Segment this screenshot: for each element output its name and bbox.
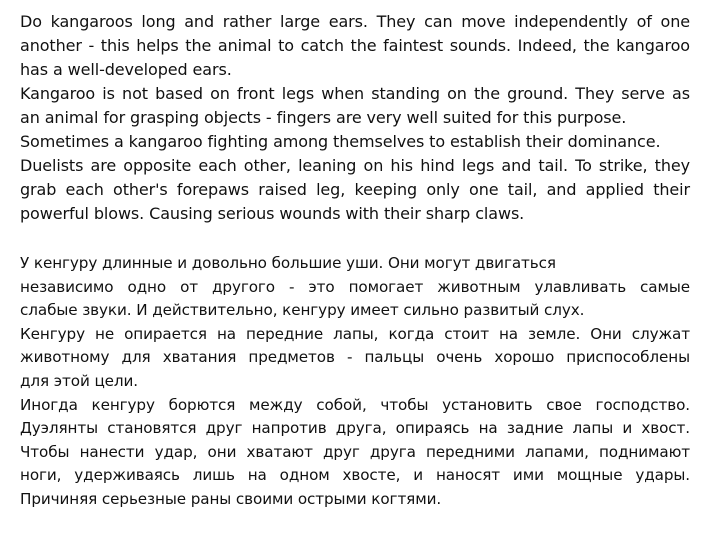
russian-line: ноги, удерживаясь лишь на одном хвосте, и наносят ими мощные удары. bbox=[20, 466, 690, 485]
russian-line: Причиняя серьезные раны своими острыми когтями. bbox=[20, 489, 442, 508]
russian-line: Кенгуру не опирается на передние лапы, когда стоит на земле. Они служат bbox=[20, 324, 690, 343]
english-line: Sometimes a kangaroo fighting among themselves to establish their dominance. bbox=[20, 132, 661, 151]
english-paragraph-block bbox=[20, 10, 690, 226]
russian-line: слабые звуки. И действительно, кенгуру имеет сильно развитый слух. bbox=[20, 301, 585, 320]
english-line: an animal for grasping objects - fingers are very well suited for this purpose. bbox=[20, 108, 627, 127]
russian-paragraph-block bbox=[20, 252, 690, 512]
english-line: grab each other's forepaws raised leg, keeping only one tail, and applied their bbox=[20, 180, 690, 199]
english-line: Kangaroo is not based on front legs when standing on the ground. They serve as bbox=[20, 84, 690, 103]
russian-line: независимо одно от другого - это помогает животным улавливать самые bbox=[20, 277, 690, 296]
russian-line: Иногда кенгуру борются между собой, чтобы установить свое господство. bbox=[20, 395, 690, 414]
english-line: Duelists are opposite each other, leaning on his hind legs and tail. To strike, they bbox=[20, 156, 690, 175]
english-line: another - this helps the animal to catch the faintest sounds. Indeed, the kangaroo bbox=[20, 36, 690, 55]
russian-line: Дуэлянты становятся друг напротив друга, опираясь на задние лапы и хвост. bbox=[20, 419, 690, 438]
english-line: has a well-developed ears. bbox=[20, 60, 232, 79]
russian-line: Чтобы нанести удар, они хватают друг друга передними лапами, поднимают bbox=[20, 442, 690, 461]
document-page bbox=[20, 10, 690, 512]
english-line: powerful blows. Causing serious wounds with their sharp claws. bbox=[20, 204, 525, 223]
russian-line: для этой цели. bbox=[20, 371, 139, 390]
russian-line: животному для хватания предметов - пальцы очень хорошо приспособлены bbox=[20, 348, 690, 367]
russian-line: У кенгуру длинные и довольно большие уши. Они могут двигаться bbox=[20, 254, 556, 272]
english-line: Do kangaroos long and rather large ears. They can move independently of one bbox=[20, 12, 690, 31]
